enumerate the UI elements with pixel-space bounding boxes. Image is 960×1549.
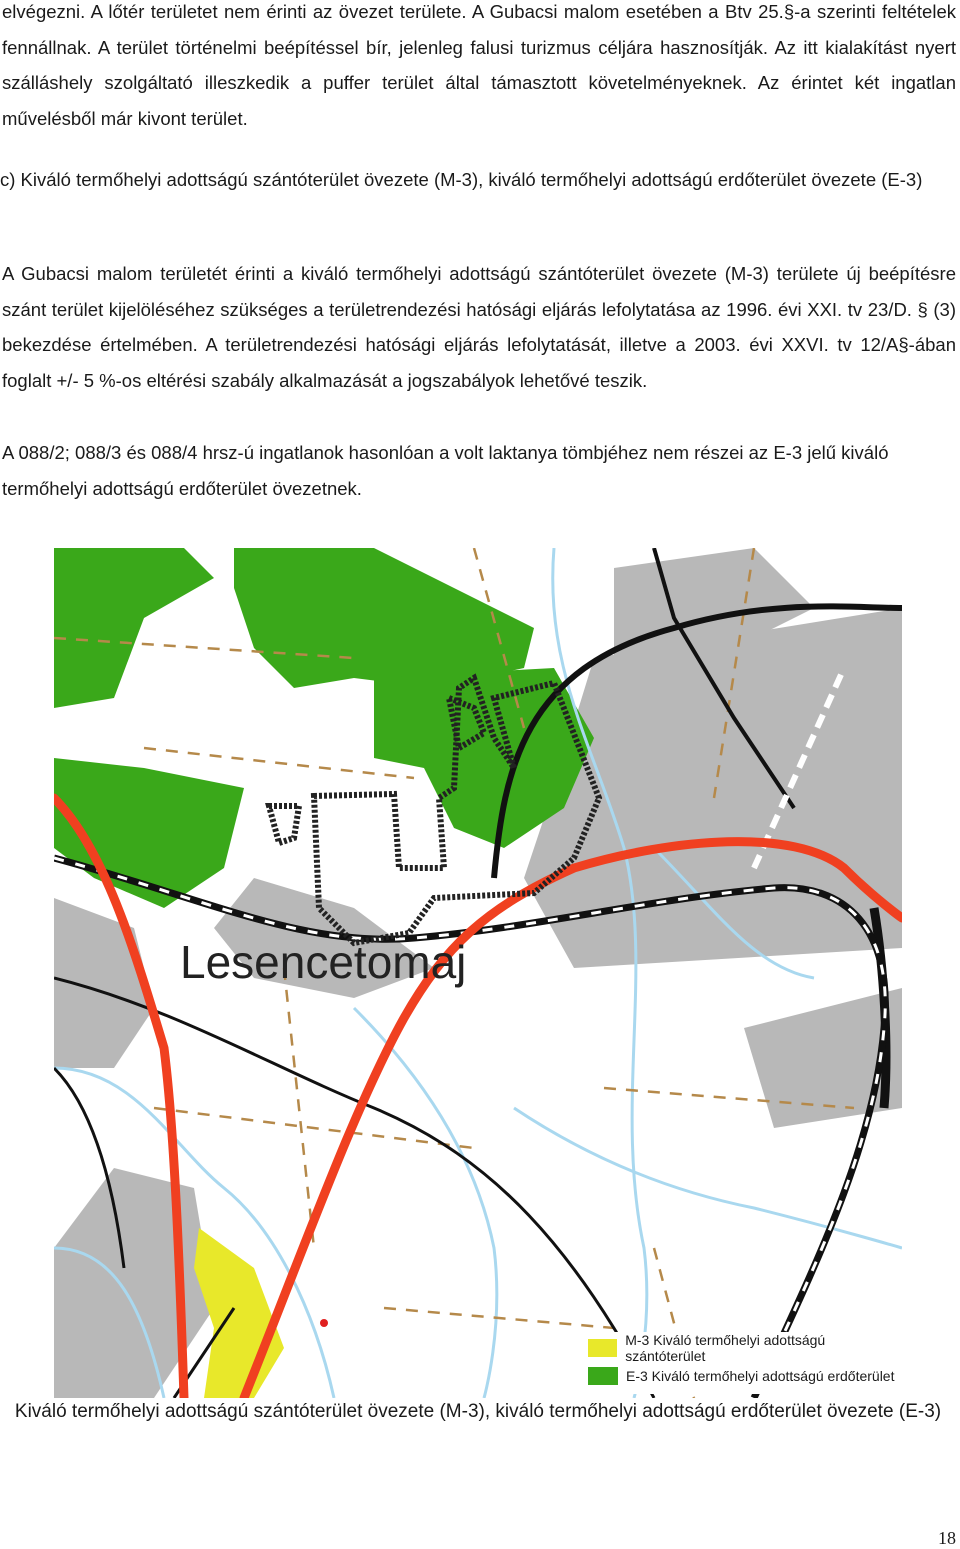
legend-item-e3: [588, 1364, 894, 1388]
zoning-map: [54, 548, 902, 1398]
paragraph-intro: elvégezni. A lőtér területet nem érinti az övezet területe. A Gubacsi malom esetében a Btv 25.§-a szerinti feltételek fennállnak. A terület történelmi beépítéssel bír, jelenleg falusi turizmus céljára hasznosítják. Az itt kialakítást nyert szálláshely szolgáltató illeszkedik a puffer terület által támasztott követelményeknek. Az érintet két ingatlan művelésből már kivont terület.: [2, 1, 956, 129]
figure-caption: Kiváló termőhelyi adottságú szántóterület övezete (M-3), kiváló termőhelyi adottságú erdőterület övezete (E-3): [14, 1401, 942, 1422]
section-heading: c) Kiváló termőhelyi adottságú szántóterület övezete (M-3), kiváló termőhelyi adottságú erdőterület övezete (E-3): [0, 169, 923, 190]
legend-label-e3: E-3 Kiváló termőhelyi adottságú erdőterület: [626, 1368, 895, 1384]
map-svg: [54, 548, 902, 1398]
legend-swatch-e3: [588, 1367, 618, 1385]
legend-swatch-m3: [588, 1339, 617, 1357]
point-marker: [320, 1319, 328, 1327]
paragraph-main: A Gubacsi malom területét érinti a kiváló termőhelyi adottságú szántóterület övezete (M-3) területe új beépítésre szánt terület kijelöléséhez szükséges a területrendezési hatósági eljárás lefolytatása az 1996. évi XXI. tv 23/D. § (3) bekezdése értelmében. A területrendezési hatósági eljárás lefolytatását, illetve a 2003. évi XXVI. tv 12/A§-ában foglalt +/- 5 %-os eltérési szabály alkalmazását a jogszabályok lehetővé teszik.: [2, 263, 956, 391]
legend-label-m3: M-3 Kiváló termőhelyi adottságú szántóterület: [625, 1332, 826, 1364]
legend-item-m3: [588, 1332, 902, 1364]
paragraph-hrsz: A 088/2; 088/3 és 088/4 hrsz-ú ingatlanok hasonlóan a volt laktanya tömbjéhez nem részei az E-3 jelű kiváló termőhelyi adottságú erdőterület övezetnek.: [2, 442, 889, 499]
place-label: Lesencetomaj: [180, 936, 467, 988]
page-number: 18: [938, 1528, 956, 1548]
map-legend: [580, 1332, 902, 1394]
